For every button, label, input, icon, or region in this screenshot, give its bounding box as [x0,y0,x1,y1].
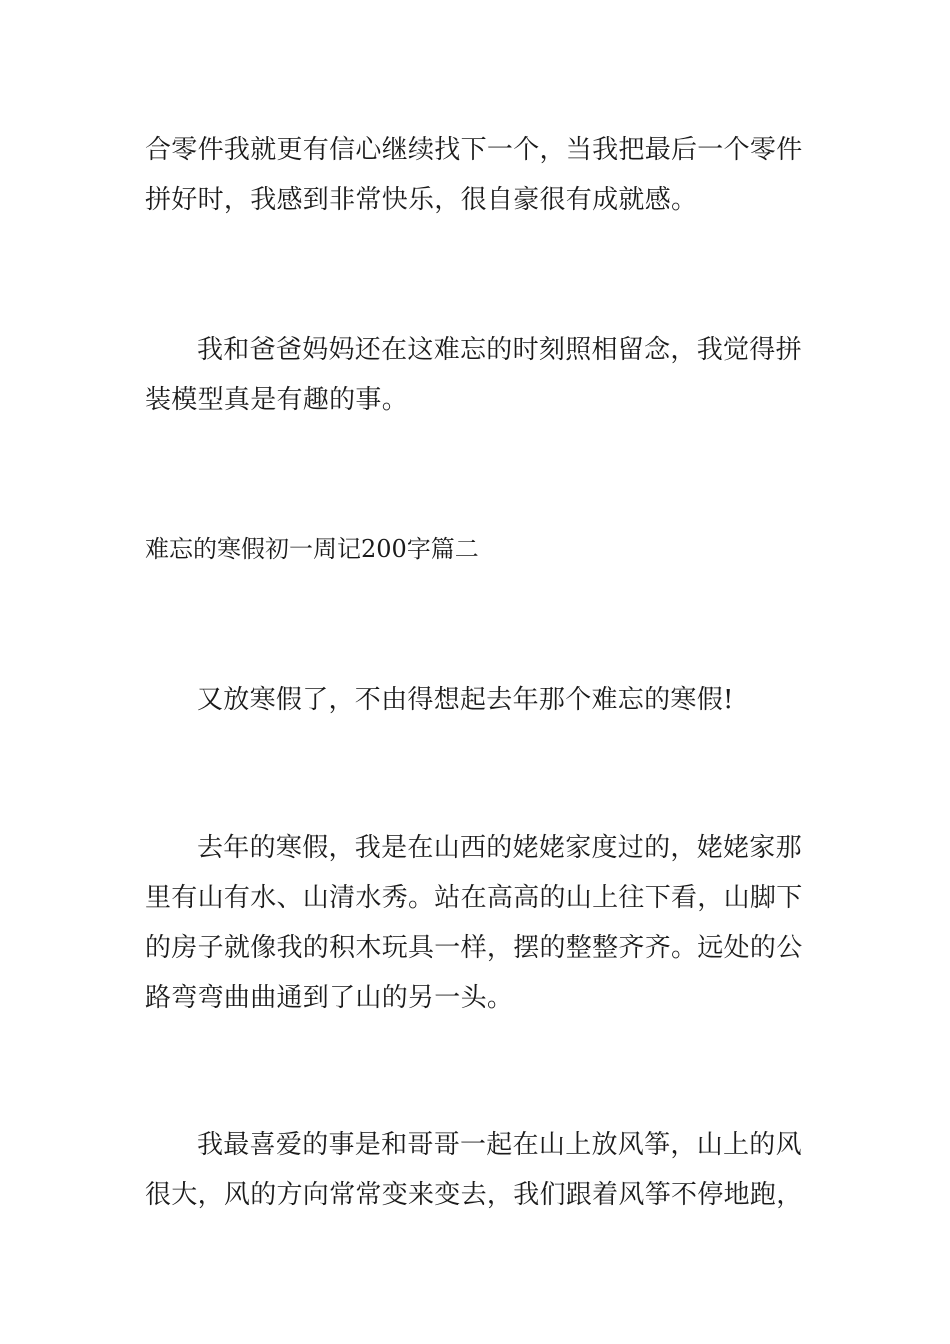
paragraph-1-line-2: 拼好时，我感到非常快乐，很自豪很有成就感。 [145,185,698,215]
paragraph-2-line-2: 装模型真是有趣的事。 [145,385,409,415]
paragraph-5-line-1: 我最喜爱的事是和哥哥一起在山上放风筝，山上的风 [197,1130,802,1160]
paragraph-3-line-1: 又放寒假了，不由得想起去年那个难忘的寒假! [197,685,734,715]
paragraph-4-line-3: 的房子就像我的积木玩具一样，摆的整整齐齐。远处的公 [145,933,803,963]
section-heading: 难忘的寒假初一周记200字篇二 [145,535,479,563]
paragraph-4-line-4: 路弯弯曲曲通到了山的另一头。 [145,983,514,1013]
paragraph-2-line-1: 我和爸爸妈妈还在这难忘的时刻照相留念，我觉得拼 [197,335,802,365]
paragraph-4-line-1: 去年的寒假，我是在山西的姥姥家度过的，姥姥家那 [197,833,802,863]
paragraph-4-line-2: 里有山有水、山清水秀。站在高高的山上往下看，山脚下 [145,883,803,913]
paragraph-1-line-1: 合零件我就更有信心继续找下一个，当我把最后一个零件 [145,135,803,165]
paragraph-5-line-2: 很大，风的方向常常变来变去，我们跟着风筝不停地跑， [145,1180,803,1210]
